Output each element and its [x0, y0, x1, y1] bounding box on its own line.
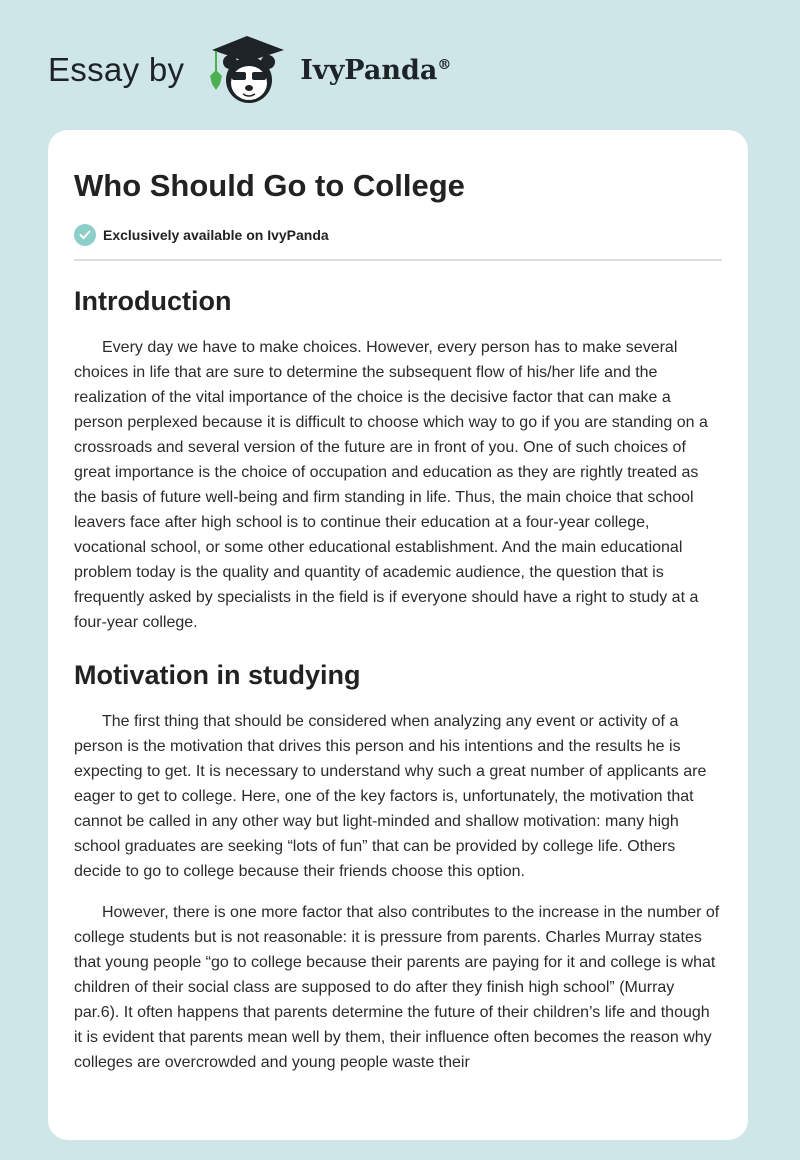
exclusive-badge — [74, 224, 722, 246]
section-heading-motivation: Motivation in studying — [74, 660, 361, 690]
exclusive-text: Exclusively available on IvyPanda — [103, 227, 329, 243]
section-heading-introduction: Introduction — [74, 286, 232, 316]
panda-logo-icon — [202, 34, 292, 106]
paragraph: However, there is one more factor that also contributes to the increase in the number of college students but is not reasonable: it is pressure from parents. Charles Murray states that young people “go to college because their parents are paying for it and college is what children of their social class are supposed to do after they finish high school” (Murray par.6). It often happens that parents determine the future of their children’s life and though it is evident that parents mean well by them, their influence often becomes the reason why colleges are overcrowded and young people waste their — [74, 904, 720, 1071]
essay-title: Who Should Go to College — [74, 168, 465, 203]
ivypanda-logo[interactable] — [202, 34, 451, 106]
essay-card — [48, 130, 748, 1140]
divider — [74, 259, 722, 261]
brand-text: IvyPanda — [300, 54, 438, 86]
brand-name — [300, 55, 451, 86]
paragraph: The first thing that should be considered when analyzing any event or activity of a person is the motivation that drives this person and his intentions and the results he is expecting to get. It is necessary to understand why such a great number of applicants are eager to get to college. Here, one of the key factors is, unfortunately, the motivation that cannot be called in any other way but light-minded and shallow motivation: many high school graduates are seeking “lots of fun” that can be provided by college life. Others decide to go to college because their friends choose this option. — [74, 713, 707, 880]
essay-by-label: Essay by — [48, 51, 185, 88]
site-header — [48, 30, 451, 110]
registered-mark: ® — [437, 56, 452, 73]
paragraph: Every day we have to make choices. However, every person has to make several choices in life that are sure to determine the subsequent flow of his/her life and the realization of the vital importance of the choice is the decisive factor that can make a person perplexed because it is difficult to choose which way to go if you are standing on a crossroads and several version of the future are in front of you. One of such choices of great importance is the choice of occupation and education as they are rightly treated as the basis of future well-being and firm standing in life. Thus, the main choice that school leavers face after high school is to continue their education at a four-year college, vocational school, or some other educational establishment. And the main educational problem today is the quality and quantity of academic audience, the question that is frequently asked by specialists in the field is if everyone should have a right to study at a four-year college. — [74, 339, 708, 631]
check-icon — [74, 224, 96, 246]
